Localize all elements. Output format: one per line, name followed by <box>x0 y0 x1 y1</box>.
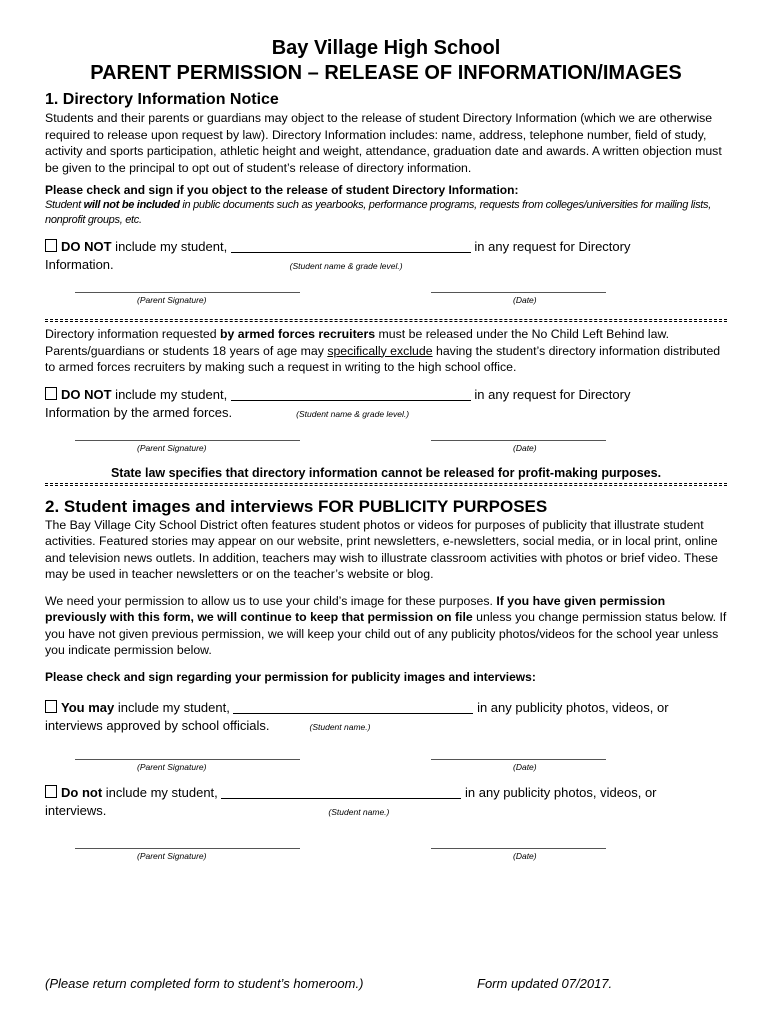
publicity-check-instruction: Please check and sign regarding your permission for publicity images and interviews: <box>45 669 536 684</box>
armed-optout-checkbox[interactable] <box>45 387 57 400</box>
armed-optout-tail: in any request for Directory <box>470 386 631 402</box>
date-line[interactable] <box>431 431 606 441</box>
state-law-notice: State law specifies that directory information cannot be released for profit-making purposes. <box>110 465 662 480</box>
publicity-allow-line2 <box>45 717 727 736</box>
student-name-hint: (Student name & grade level.) <box>289 261 403 271</box>
dashed-separator <box>45 483 727 486</box>
date-label: (Date) <box>513 442 537 453</box>
armed-optout-bold: DO NOT <box>61 386 112 402</box>
return-instruction: (Please return completed form to student’s homeroom.) <box>45 976 364 991</box>
armed-optout-option <box>45 386 727 404</box>
dashed-separator <box>45 319 727 322</box>
publicity-deny-checkbox[interactable] <box>45 785 57 798</box>
optout-text: include my student, <box>111 239 231 254</box>
perm-pre: We need your permission to allow us to use your child’s image for these purposes. <box>45 593 497 608</box>
student-name-field[interactable] <box>221 785 461 799</box>
perm-post: unless you change permission status below. If you have not given previous permission, we will keep your child out of any publicity photos/videos for the school year unless you indicate permission below. <box>45 610 727 657</box>
permission-paragraph <box>45 593 727 659</box>
armed-optout-line2 <box>45 404 727 423</box>
form-footer <box>45 976 727 991</box>
note-rest: in public documents such as yearbooks, performance programs, requests from colleges/universities for mailing lists, nonprofit groups, etc. <box>45 199 711 226</box>
optout-tail: in any request for Directory <box>470 239 631 254</box>
parent-signature-line[interactable] <box>75 431 300 441</box>
directory-check-instruction: Please check and sign if you object to the release of student Directory Information: <box>45 183 519 197</box>
student-name-hint: (Student name.) <box>309 721 371 732</box>
parent-signature-label: (Parent Signature) <box>137 442 207 453</box>
date-line[interactable] <box>431 750 606 760</box>
parent-signature-label: (Parent Signature) <box>137 295 207 305</box>
deny-text: include my student, <box>102 784 222 800</box>
perm-bold: If you have given permission previously with this form, we will continue to keep that permission on file <box>45 593 666 624</box>
signature-row <box>45 750 727 784</box>
section1-heading: 1. Directory Information Notice <box>45 91 279 108</box>
publicity-allow-option <box>45 699 727 717</box>
form-updated-date: Form updated 07/2017. <box>477 976 613 991</box>
armed-bold: by armed forces recruiters <box>219 327 376 341</box>
publicity-allow-checkbox[interactable] <box>45 700 57 713</box>
form-title: PARENT PERMISSION – RELEASE OF INFORMATION/IMAGES <box>90 62 682 84</box>
directory-note <box>45 198 727 228</box>
date-line[interactable] <box>431 283 606 293</box>
allow-tail: in any publicity photos, videos, or <box>473 699 669 715</box>
date-line[interactable] <box>431 839 606 849</box>
signature-row <box>45 431 727 465</box>
allow-text: include my student, <box>114 699 234 715</box>
armed-optout-line2-text: Information by the armed forces. <box>45 404 233 420</box>
armed-mid: must be released under the No Child Left Behind law. Parents/guardians or students 18 years of age may <box>45 327 670 358</box>
parent-signature-label: (Parent Signature) <box>137 850 207 861</box>
date-label: (Date) <box>513 295 537 305</box>
student-name-hint: (Student name & grade level.) <box>296 408 410 419</box>
note-bold: will not be included <box>83 199 180 211</box>
directory-optout-checkbox[interactable] <box>45 239 57 252</box>
date-label: (Date) <box>513 761 537 772</box>
note-prefix: Student <box>45 199 84 211</box>
armed-optout-text: include my student, <box>111 386 231 402</box>
section1-intro: Students and their parents or guardians may object to the release of student Directory Information (which we are otherwise required to release upon request by law). Directory Information includes: name, address, telephone number, field of study, activity and sports participation, athletic height and weight, attendance, graduation date and awards. A written objection must be given to the principal to opt out of student’s release of directory information. <box>45 111 722 175</box>
student-name-field[interactable] <box>231 387 471 401</box>
student-name-hint: (Student name.) <box>328 806 390 817</box>
armed-forces-paragraph <box>45 326 727 376</box>
date-label: (Date) <box>513 850 537 861</box>
section2-heading: 2. Student images and interviews FOR PUBLICITY PURPOSES <box>45 496 548 516</box>
signature-row <box>45 839 727 873</box>
publicity-deny-line2 <box>45 802 727 821</box>
parent-signature-line[interactable] <box>75 839 300 849</box>
section2-intro: The Bay Village City School District often features student photos or videos for purposes of publicity that illustrate student activities. Featured stories may appear on our website, print newsletters, e-newsletters, social media, or in local print, online and television news outlets. In addition, teachers may wish to illustrate classroom activities with photos or brief video. These may be used in teacher newsletters or on the teacher’s website or blog. <box>45 517 719 581</box>
deny-line2: interviews. <box>45 802 107 818</box>
directory-optout-line2 <box>45 256 727 275</box>
deny-bold: Do not <box>61 784 103 800</box>
parent-signature-line[interactable] <box>75 750 300 760</box>
optout-line2: Information. <box>45 257 114 272</box>
publicity-deny-option <box>45 784 727 802</box>
allow-line2: interviews approved by school officials. <box>45 717 270 733</box>
directory-optout-option <box>45 238 727 256</box>
armed-pre: Directory information requested <box>45 327 220 341</box>
armed-post: having the student’s directory information distributed to armed forces recruiters by making such a request in writing to the high school office. <box>45 343 721 374</box>
allow-bold: You may <box>61 699 115 715</box>
student-name-field[interactable] <box>231 239 471 253</box>
school-name: Bay Village High School <box>271 37 501 59</box>
armed-underline: specifically exclude <box>327 343 433 358</box>
parent-signature-label: (Parent Signature) <box>137 761 207 772</box>
parent-signature-line[interactable] <box>75 283 300 293</box>
student-name-field[interactable] <box>233 700 473 714</box>
optout-bold: DO NOT <box>61 239 112 254</box>
permission-form <box>45 36 727 873</box>
deny-tail: in any publicity photos, videos, or <box>461 784 657 800</box>
signature-row <box>45 283 727 317</box>
